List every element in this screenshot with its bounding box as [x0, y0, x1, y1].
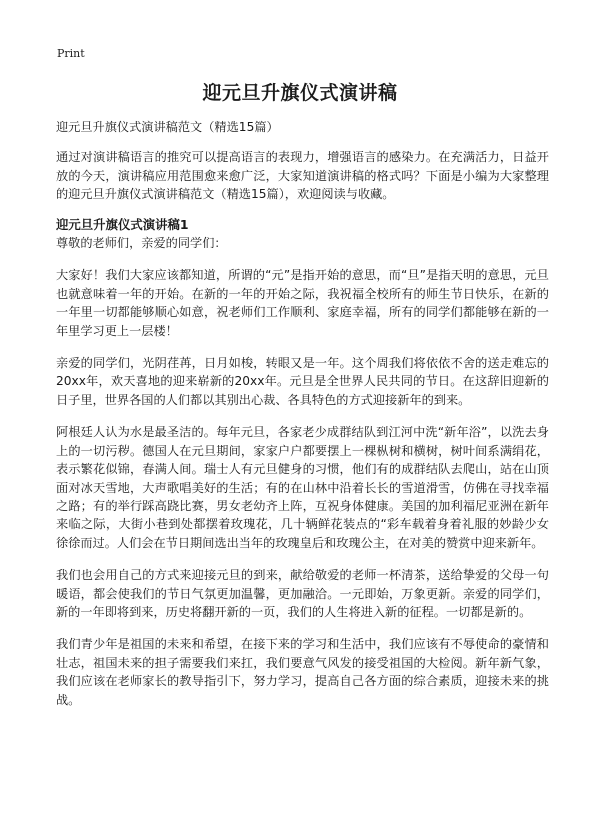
body-paragraph: 我们青少年是祖国的未来和希望，在接下来的学习和生活中，我们应该有不辱使命的豪情和壮志，祖国未来的担子需要我们来扛，我们要意气风发的接受祖国的大检阅。新年新气象，我们应该在老师家长的教导指引下，努力学习，提高自己各方面的综合素质，迎接未来的挑战。: [56, 637, 549, 707]
intro-paragraph: 通过对演讲稿语言的推究可以提高语言的表现力，增强语言的感染力。在充满活力，日益开放的今天，演讲稿应用范围愈来愈广泛，大家知道演讲稿的格式吗？下面是小编为大家整理的迎元旦升旗仪式演讲稿范文（精选15篇），欢迎阅读与收藏。: [56, 150, 549, 202]
page-title: 迎元旦升旗仪式演讲稿: [202, 82, 398, 104]
document-body: [56, 118, 549, 723]
section-heading: 迎元旦升旗仪式演讲稿1: [56, 216, 189, 232]
body-paragraph: 我们也会用自己的方式来迎接元旦的到来，献给敬爱的老师一杯清茶，送给挚爱的父母一句暖语，都会使我们的节日气氛更加温馨，更加融洽。一元即始，万象更新。亲爱的同学们，新的一年即将到来，历史将翻开新的一页，我们的人生将进入新的征程。一切都是新的。: [56, 568, 549, 619]
body-paragraph: 阿根廷人认为水是最圣洁的。每年元旦，各家老少成群结队到江河中洗“新年浴”，以洗去身上的一切污秽。德国人在元旦期间，家家户户都要摆上一棵枞树和横树，树叶间系满绢花，表示繁花似锦，春满人间。瑞士人有元旦健身的习惯，他们有的成群结队去爬山，站在山顶面对冰天雪地，大声歌唱美好的生活；有的在山林中沿着长长的雪道滑雪，仿佛在寻找幸福之路；有的举行踩高跷比赛，男女老幼齐上阵，互祝身体健康。美国的加利福尼亚洲在新年来临之际，大街小巷到处都摆着玫瑰花，几十辆鲜花装点的“彩车载着身着礼服的妙龄少女徐徐而过。人们会在节日期间选出当年的玫瑰皇后和玫瑰公主，在对美的赞赏中迎来新年。: [56, 425, 549, 550]
document-subtitle: 迎元旦升旗仪式演讲稿范文（精选15篇）: [56, 120, 279, 134]
body-paragraph: 大家好！我们大家应该都知道，所谓的“元”是指开始的意思，而“旦”是指天明的意思，元旦也就意味着一年的开始。在新的一年的开始之际，我祝福全校所有的师生节日快乐，在新的一年里一切都能够顺心如意，祝老师们工作顺利、家庭幸福，所有的同学们都能够在新的一年里学习更上一层楼！: [56, 268, 549, 338]
body-paragraph: 亲爱的同学们，光阴荏苒，日月如梭，转眼又是一年。这个周我们将依依不舍的送走难忘的20xx年，欢天喜地的迎来崭新的20xx年。元旦是全世界人民共同的节日。在这辞旧迎新的日子里，世界各国的人们都以其别出心裁、各具特色的方式迎接新年的到来。: [56, 356, 549, 407]
print-link[interactable]: Print: [57, 47, 85, 60]
greeting-paragraph: 尊敬的老师们，亲爱的同学们：: [56, 236, 227, 251]
